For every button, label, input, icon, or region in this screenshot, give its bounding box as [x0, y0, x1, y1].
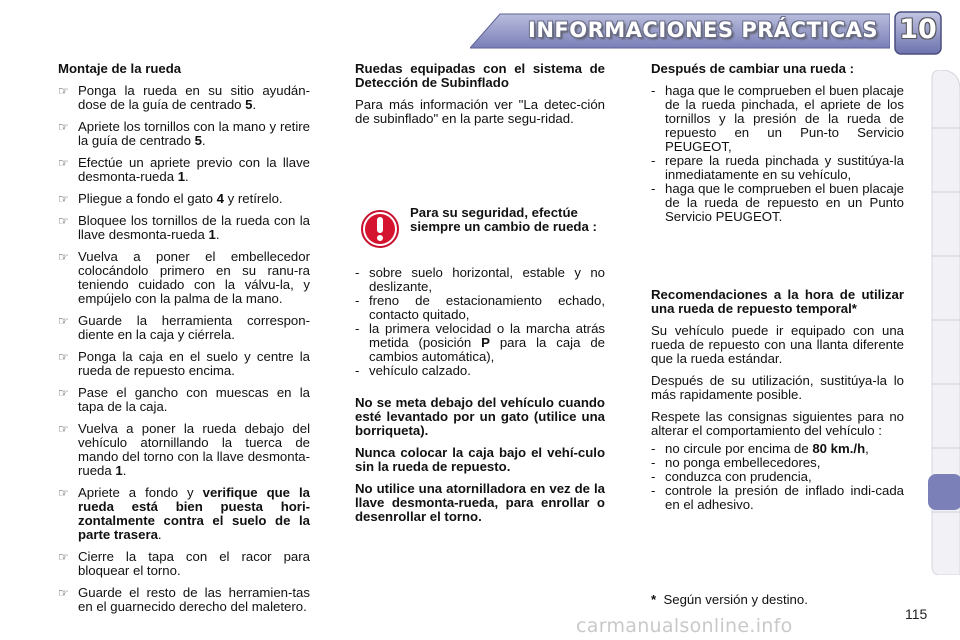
item-text: . [157, 527, 162, 542]
item-text: Apriete los tornillos con la mano y retire la guía de centrado [78, 119, 310, 148]
list-item [58, 156, 310, 184]
column-2 [355, 62, 605, 134]
watermark: carmanualsonline.info [576, 615, 793, 637]
recommendations-list [651, 442, 904, 512]
dash-marker: - [651, 441, 656, 456]
item-text: . [201, 133, 206, 148]
item-text: conduzca con prudencia, [665, 469, 812, 484]
bold-text: 1 [177, 169, 186, 184]
item-text: Pliegue a fondo el gato [78, 191, 217, 206]
list-item [651, 442, 904, 456]
list-item [58, 586, 310, 614]
pointing-hand-icon: ☞ [58, 386, 69, 400]
pointing-hand-icon: ☞ [58, 586, 69, 600]
item-text: , [865, 441, 869, 456]
pointing-hand-icon: ☞ [58, 84, 69, 98]
list-item [58, 214, 310, 242]
warning-title: Para su seguridad, efectúe siempre un cambio de rueda : [410, 205, 597, 234]
temporary-wheel-recommendations [651, 288, 904, 512]
item-text: Guarde el resto de las herramien-tas en el guarnecido derecho del maletero. [78, 585, 310, 614]
list-item [58, 550, 310, 578]
list-item [58, 386, 310, 414]
item-text: Cierre la tapa con el racor para bloquear el torno. [78, 549, 310, 578]
dash-marker: - [355, 363, 360, 378]
item-text: Pase el gancho con muescas en la tapa de la caja. [78, 385, 310, 414]
pointing-hand-icon: ☞ [58, 350, 69, 364]
item-text: sobre suelo horizontal, estable y no deslizante, [369, 265, 605, 294]
item-text: para la caja de cambios automática), [369, 335, 605, 364]
item-text: haga que le comprueben el buen placaje de la rueda pinchada, el apriete de los tornillos y la presión de la rueda de repuesto en un Pun-to Servicio PEUGEOT, [665, 83, 904, 154]
list-item [58, 250, 310, 306]
list-item [58, 350, 310, 378]
list-item [651, 456, 904, 470]
item-text: . [252, 97, 257, 112]
item-text: Efectúe un apriete previo con la llave desmonta-rueda [78, 155, 310, 184]
dash-marker: - [651, 483, 656, 498]
safety-conditions [355, 266, 605, 532]
dash-marker: - [355, 265, 360, 280]
mounting-steps-list [58, 84, 310, 614]
bold-text: P [481, 335, 490, 350]
item-text: Vuelva a poner el embellecedor colocándolo primero en su ranu-ra teniendo cuidado con la válvu-la, y empújelo con la palma de la mano. [78, 249, 310, 306]
item-text: . [185, 169, 189, 184]
bold-text: 5 [245, 97, 253, 112]
paragraph: Después de su utilización, sustitúya-la lo más rapidamente posible. [651, 373, 904, 402]
item-text: no circule por encima de [665, 441, 813, 456]
item-text: Ponga la caja en el suelo y centre la rueda de repuesto encima. [78, 349, 310, 378]
active-chapter-tab [928, 474, 960, 510]
item-text: Apriete a fondo y [78, 485, 203, 500]
chapter-tabs [926, 70, 960, 575]
item-text: controle la presión de inflado indi-cada en el adhesivo. [665, 483, 904, 512]
item-text: Guarde la herramienta correspon-diente en la caja y ciérrela. [78, 313, 310, 342]
after-change-list [651, 84, 904, 224]
list-item [58, 486, 310, 542]
list-item [355, 266, 605, 294]
dash-marker: - [355, 293, 360, 308]
list-item [651, 182, 904, 224]
bold-text: verifique que la rueda está bien puesta hori-zontalmente contra el suelo de la parte trasera [78, 485, 310, 542]
bold-text: 5 [194, 133, 202, 148]
list-item [58, 120, 310, 148]
item-text: la primera velocidad o la marcha atrás metida (posición [369, 321, 605, 350]
list-item [58, 314, 310, 342]
dash-marker: - [651, 83, 656, 98]
list-item [355, 294, 605, 322]
pointing-hand-icon: ☞ [58, 550, 69, 564]
pointing-hand-icon: ☞ [58, 156, 69, 170]
paragraph: Su vehículo puede ir equipado con una rueda de repuesto con una llanta diferente que la rueda estándar. [651, 323, 904, 366]
list-item [651, 84, 904, 154]
bold-note: No utilice una atornilladora en vez de la llave desmonta-rueda, para enrollar o desenrollar el torno. [355, 481, 605, 524]
list-item [58, 422, 310, 478]
conditions-list [355, 266, 605, 378]
section-heading: Montaje de la rueda [58, 61, 182, 76]
item-text: y retírelo. [223, 191, 283, 206]
dash-marker: - [355, 321, 360, 336]
page-number: 115 [905, 606, 928, 622]
pointing-hand-icon: ☞ [58, 486, 69, 500]
item-text: freno de estacionamiento echado, contacto quitado, [369, 293, 605, 322]
list-item [651, 154, 904, 182]
section-heading: Recomendaciones a la hora de utilizar una rueda de repuesto temporal* [651, 287, 904, 316]
list-item [651, 470, 904, 484]
list-item [58, 192, 310, 206]
dash-marker: - [651, 469, 656, 484]
item-text: . [122, 463, 127, 478]
item-text: . [215, 227, 220, 242]
footnote-text: Según versión y destino. [663, 592, 808, 607]
pointing-hand-icon: ☞ [58, 214, 69, 228]
item-text: no ponga embellecedores, [665, 455, 821, 470]
list-item [355, 364, 605, 378]
pointing-hand-icon: ☞ [58, 314, 69, 328]
column-3 [651, 62, 904, 224]
footnote-mark: * [651, 592, 657, 607]
chapter-number: 10 [899, 14, 937, 45]
item-text: Ponga la rueda en su sitio ayudán-dose de la guía de centrado [78, 83, 310, 112]
dash-marker: - [651, 153, 656, 168]
pointing-hand-icon: ☞ [58, 422, 69, 436]
pointing-hand-icon: ☞ [58, 250, 69, 264]
paragraph: Para más información ver "La detec-ción de subinflado" en la parte segu-ridad. [355, 97, 605, 126]
dash-marker: - [651, 455, 656, 470]
item-text: Bloquee los tornillos de la rueda con la llave desmonta-rueda [78, 213, 310, 242]
list-item [355, 322, 605, 364]
page-title: INFORMACIONES PRÁCTICAS [528, 18, 878, 42]
dash-marker: - [651, 181, 656, 196]
bold-text: 1 [115, 463, 123, 478]
item-text: Vuelva a poner la rueda debajo del vehículo atornillando la tuerca de mando del torno con la llave desmonta-rueda [78, 421, 310, 478]
item-text: repare la rueda pinchada y sustitúya-la inmediatamente en su vehículo, [665, 153, 904, 182]
pointing-hand-icon: ☞ [58, 192, 69, 206]
bold-text: 80 km./h [812, 441, 866, 456]
section-heading: Después de cambiar una rueda : [651, 61, 855, 76]
item-text: vehículo calzado. [369, 363, 471, 378]
section-heading: Ruedas equipadas con el sistema de Detección de Subinflado [355, 61, 605, 90]
bold-text: 1 [208, 227, 216, 242]
footnote [651, 592, 808, 607]
bold-text: 4 [216, 191, 224, 206]
paragraph: Respete las consignas siguientes para no alterar el comportamiento del vehículo : [651, 409, 904, 438]
bold-note: No se meta debajo del vehículo cuando esté levantado por un gato (utilice una borriqueta). [355, 395, 605, 438]
item-text: haga que le comprueben el buen placaje de la rueda de repuesto en un Punto Servicio PEUGEOT. [665, 181, 904, 224]
list-item [58, 84, 310, 112]
exclamation-warning-icon [360, 205, 400, 251]
bold-notes [355, 396, 605, 524]
column-1 [58, 62, 310, 622]
list-item [651, 484, 904, 512]
pointing-hand-icon: ☞ [58, 120, 69, 134]
bold-note: Nunca colocar la caja bajo el vehí-culo sin la rueda de repuesto. [355, 445, 605, 474]
